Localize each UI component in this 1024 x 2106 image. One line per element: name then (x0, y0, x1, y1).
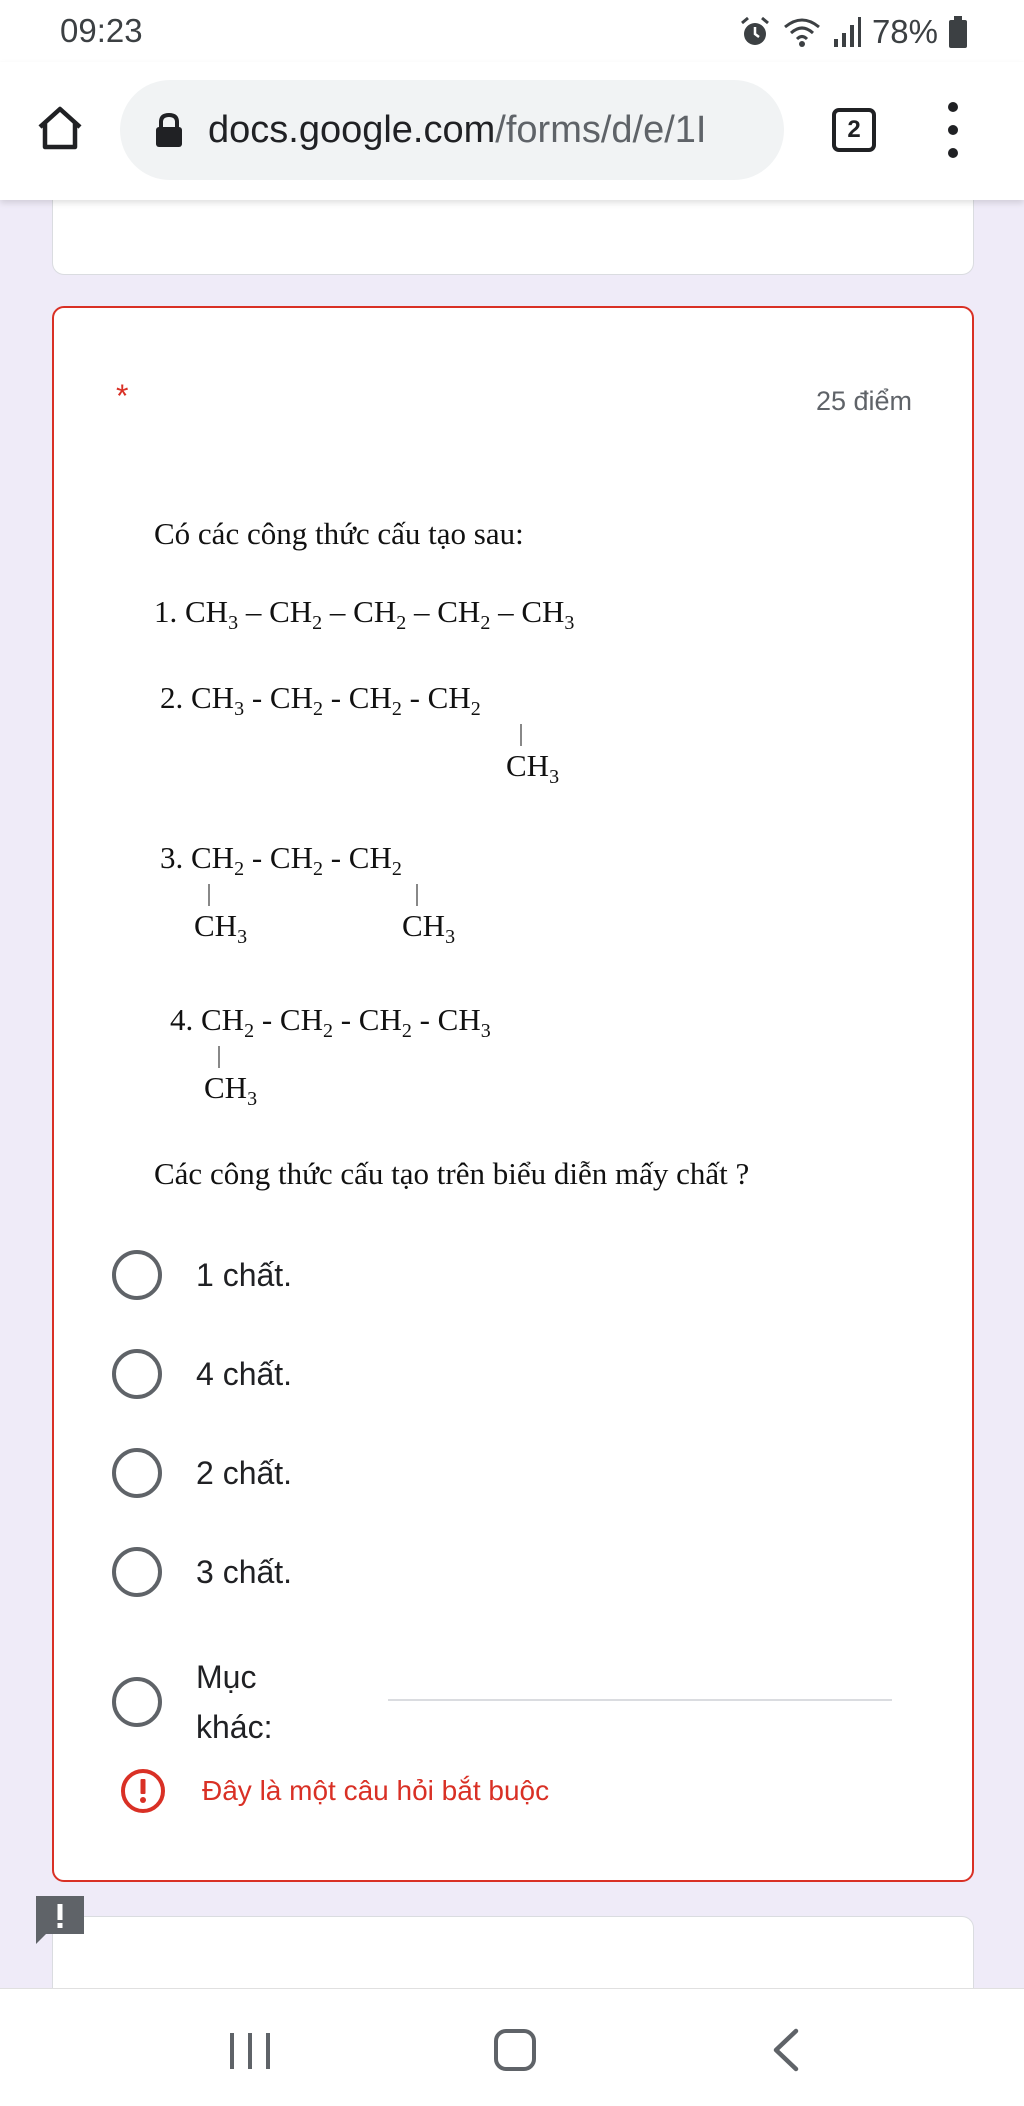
option-label: 1 chất. (196, 1256, 293, 1293)
menu-dot (948, 125, 958, 135)
tab-count: 2 (847, 116, 861, 143)
url-path: /forms/d/e/1I (495, 108, 707, 151)
recent-apps-icon-bar (248, 2033, 252, 2069)
radio-button[interactable] (112, 1547, 162, 1597)
radio-button[interactable] (112, 1250, 162, 1300)
status-bar (0, 0, 1024, 62)
alarm-icon (738, 15, 772, 49)
battery-icon (948, 15, 968, 49)
option-1[interactable] (112, 1240, 292, 1310)
option-label: 2 chất. (196, 1454, 293, 1491)
formula-3: 3. $CH_2 - CH_2 - CH_2$ (160, 840, 402, 881)
menu-button[interactable] (938, 102, 968, 158)
formula-2-branch: $CH_3$ (506, 748, 560, 789)
battery-percent: 78% (871, 13, 938, 50)
formula-2-bond (520, 724, 522, 746)
lock-icon (154, 112, 184, 148)
radio-button[interactable] (112, 1349, 162, 1399)
recent-apps-icon-bar (230, 2033, 234, 2069)
formula-4-bond (218, 1046, 220, 1068)
formula-2: 2. $CH_3 - CH_2 - CH_2 - CH_2$ (160, 680, 481, 721)
back-icon[interactable] (766, 2027, 806, 2073)
question-text: Các công thức cấu tạo trên biểu diễn mấy chất ? (154, 1156, 750, 1191)
navigation-bar (0, 1988, 1024, 2106)
required-error (120, 1768, 549, 1814)
formula-4-branch: $CH_3$ (204, 1070, 258, 1111)
option-other[interactable] (112, 1652, 306, 1752)
formula-3-branch-left: $CH_3$ (194, 908, 248, 949)
url-bar[interactable] (120, 80, 784, 180)
option-label: 4 chất. (196, 1355, 293, 1392)
menu-dot (948, 102, 958, 112)
url-text (208, 109, 707, 152)
home-icon (36, 105, 84, 151)
question-intro: Có các công thức cấu tạo sau: (154, 516, 524, 551)
question-points: 25 điểm (815, 386, 912, 416)
formula-3-branch-right: $CH_3$ (402, 908, 456, 949)
option-2[interactable] (112, 1339, 292, 1409)
nav-home-button[interactable] (494, 2029, 536, 2071)
formula-4: 4. $CH_2 - CH_2 - CH_2 - CH_3$ (170, 1002, 491, 1043)
error-icon (120, 1768, 166, 1814)
radio-button[interactable] (112, 1677, 162, 1727)
wifi-icon (782, 15, 822, 49)
question-card (52, 306, 974, 1882)
formula-3-bond-left (208, 884, 210, 906)
radio-button[interactable] (112, 1448, 162, 1498)
option-label: 3 chất. (196, 1553, 293, 1590)
other-text-input[interactable] (388, 1699, 892, 1701)
home-button[interactable] (30, 98, 90, 158)
menu-dot (948, 148, 958, 158)
signal-icon (832, 15, 862, 49)
feedback-icon[interactable] (34, 1894, 86, 1946)
formula-3-bond-right (416, 884, 418, 906)
formula-1: 1. $CH_3 - CH_2 - CH_2 - CH_2 - CH_3$ (154, 594, 575, 635)
tabs-button[interactable] (832, 108, 876, 152)
status-time: 09:23 (60, 12, 143, 49)
option-3[interactable] (112, 1438, 292, 1508)
required-marker: * (116, 378, 129, 414)
recent-apps-button[interactable] (230, 2033, 270, 2069)
other-label: Mục khác: (196, 1659, 273, 1745)
url-host: docs.google.com (208, 108, 496, 151)
error-text: Đây là một câu hỏi bắt buộc (202, 1775, 550, 1806)
recent-apps-icon-bar (266, 2033, 270, 2069)
browser-toolbar (0, 62, 1024, 200)
status-icons (738, 12, 968, 52)
question-image (54, 308, 976, 1208)
option-4[interactable] (112, 1537, 292, 1607)
